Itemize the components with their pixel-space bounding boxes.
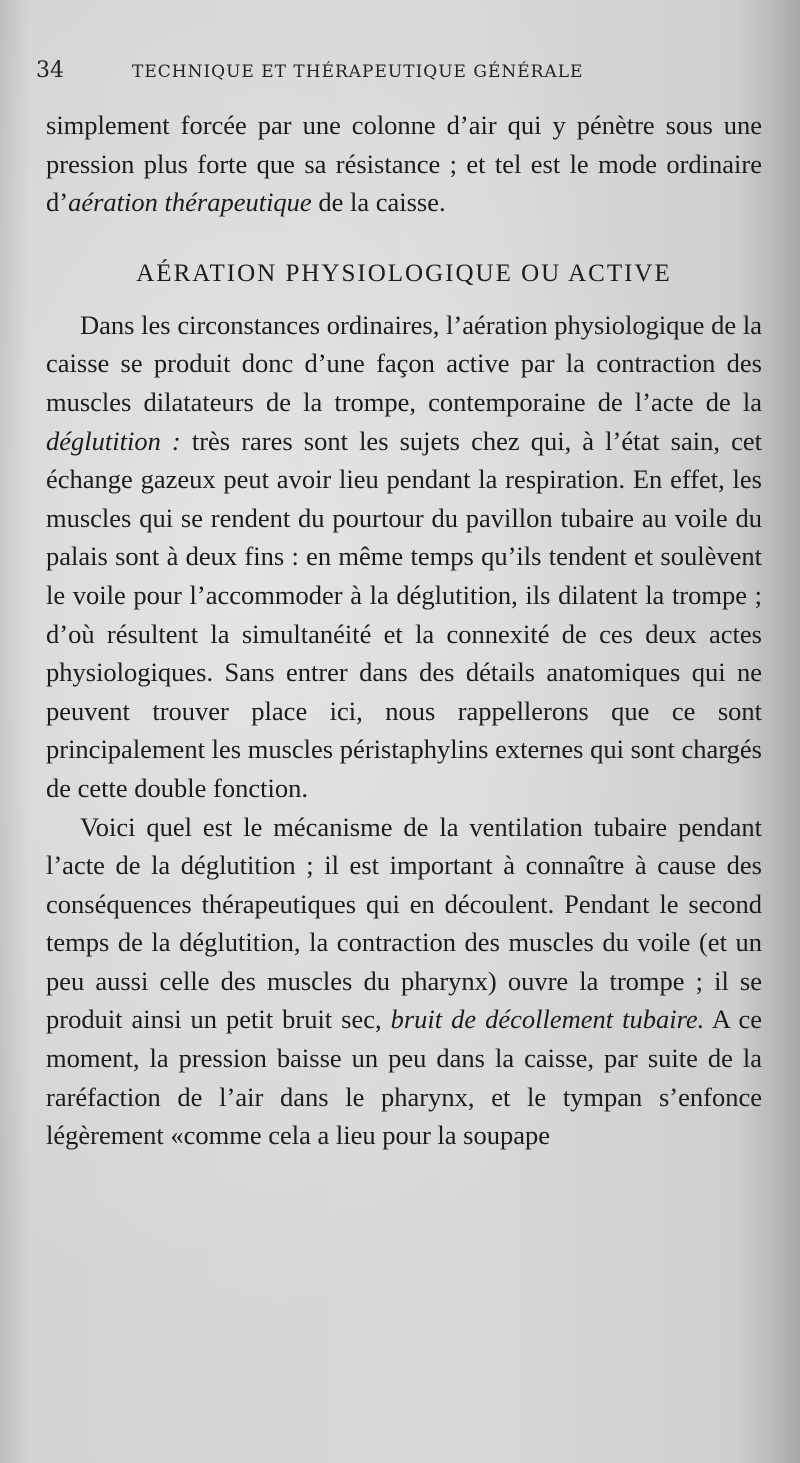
paragraph1-text-a: simplement forcée par une colonne d’air qui y pénètre sous une pression plus forte que sa résistance ; et tel est le mode ordinaire d’ xyxy=(46,110,762,218)
paragraph3-text-b: A ce moment, la pression baisse un peu dans la caisse, par suite de la raréfaction de l’air dans le pharynx, et le tympan s’enfonce légèrement «comme cela a lieu pour la soupape xyxy=(46,1004,762,1151)
paragraph1-italic-term: aération thérapeutique xyxy=(68,187,312,218)
paragraph-physiological-aeration xyxy=(46,306,762,808)
running-title: TECHNIQUE ET THÉRAPEUTIQUE GÉNÉRALE xyxy=(132,62,584,82)
paragraph2-text-b: très rares sont les sujets chez qui, à l’état sain, cet échange gazeux peut avoir lieu pendant la respiration. En effet, les muscles qui se rendent du pourtour du pavillon tubaire au voile du palais sont à deux fins : en même temps qu’ils tendent et soulèvent le voile pour l’accommoder à la déglutition, ils dilatent la trompe ; d’où résultent la simultanéité et la connexité de ces deux actes physiologiques. Sans entrer dans des détails anatomiques qui ne peuvent trouver place ici, nous rappellerons que ce sont principalement les muscles péristaphylins externes qui sont chargés de cette double fonction. xyxy=(46,425,762,803)
section-heading: AÉRATION PHYSIOLOGIQUE OU ACTIVE xyxy=(136,259,672,287)
paragraph-tubal-ventilation xyxy=(46,808,762,1155)
paragraph3-text-a: Voici quel est le mécanisme de la ventilation tubaire pendant l’acte de la déglutition ; il est important à connaître à cause des conséquences thérapeutiques qui en découlent. Pendant le second temps de la déglutition, la contraction des muscles du voile (et un peu aussi celle des muscles du pharynx) ouvre la trompe ; il se produit ainsi un petit bruit sec, xyxy=(46,811,762,1035)
paragraph2-text-a: Dans les circonstances ordinaires, l’aération physiologique de la caisse se produit donc d’une façon active par la contraction des muscles dilatateurs de la trompe, contemporaine de l’acte de la xyxy=(46,309,762,417)
paragraph3-italic-term: bruit de décollement tubaire. xyxy=(390,1004,705,1035)
running-head xyxy=(36,58,762,90)
page-number: 34 xyxy=(36,58,64,83)
paragraph-continuation xyxy=(46,106,762,222)
paragraph2-italic-term: déglutition : xyxy=(46,425,181,456)
paragraph1-text-b: de la caisse. xyxy=(311,187,446,218)
page-body xyxy=(46,106,762,1155)
